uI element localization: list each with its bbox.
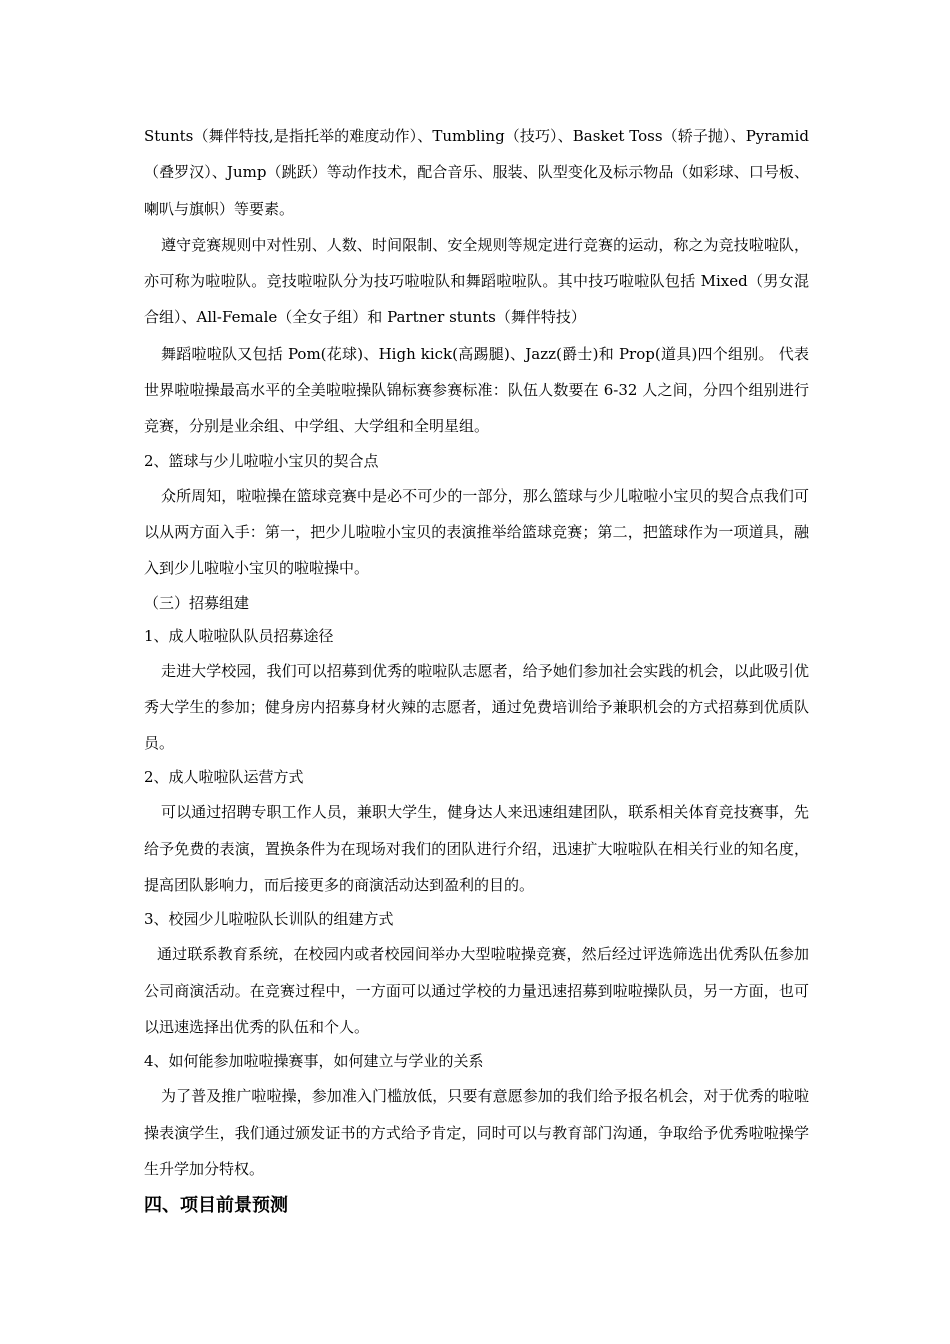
heading-basketball-fit: 2、篮球与少儿啦啦小宝贝的契合点	[144, 451, 379, 470]
section-heading-prospects: 四、项目前景预测	[144, 1195, 288, 1217]
heading-adult-recruitment: 1、成人啦啦队队员招募途径	[144, 626, 334, 645]
heading-adult-operation: 2、成人啦啦队运营方式	[144, 768, 304, 787]
paragraph-cheerleading-elements: Stunts（舞伴特技,是指托举的难度动作）、Tumbling（技巧）、Basket Toss（轿子抛）、Pyramid（叠罗汉）、Jump（跳跃）等动作技术，配合音乐、服装、队型变化及标示物品（如彩球、口号板、喇叭与旗帜）等要素。	[144, 127, 809, 218]
heading-recruitment: （三）招募组建	[144, 593, 250, 612]
paragraph-dance-cheerleading: 舞蹈啦啦队又包括 Pom(花球)、High kick(高踢腿)、Jazz(爵士)和 Prop(道具)四个组别。 代表世界啦啦操最高水平的全美啦啦操队锦标赛参赛标准：队伍人数要在 6-32 人之间，分四个组别进行竞赛，分别是业余组、中学组、大学组和全明星组。	[144, 344, 809, 436]
paragraph-competitive-cheerleading: 遵守竞赛规则中对性别、人数、时间限制、安全规则等规定进行竞赛的运动，称之为竞技啦啦队，亦可称为啦啦队。竞技啦啦队分为技巧啦啦队和舞蹈啦啦队。其中技巧啦啦队包括 Mixed（男女混合组）、All-Female（全女子组）和 Partner stunts（舞伴特技）	[144, 235, 809, 327]
heading-school-team: 3、校园少儿啦啦队长训队的组建方式	[144, 910, 394, 929]
paragraph-adult-recruitment: 走进大学校园，我们可以招募到优秀的啦啦队志愿者，给予她们参加社会实践的机会，以此吸引优秀大学生的参加；健身房内招募身材火辣的志愿者，通过免费培训给予兼职机会的方式招募到优质队员。	[144, 661, 809, 753]
paragraph-adult-operation: 可以通过招聘专职工作人员，兼职大学生，健身达人来迅速组建团队，联系相关体育竞技赛事，先给予免费的表演，置换条件为在现场对我们的团队进行介绍，迅速扩大啦啦队在相关行业的知名度，提高团队影响力，而后接更多的商演活动达到盈利的目的。	[144, 803, 809, 895]
paragraph-school-team: 通过联系教育系统，在校园内或者校园间举办大型啦啦操竞赛，然后经过评选筛选出优秀队伍参加公司商演活动。在竞赛过程中，一方面可以通过学校的力量迅速招募到啦啦操队员，另一方面，也可以迅速选择出优秀的队伍和个人。	[144, 945, 809, 1036]
heading-competition-participation: 4、如何能参加啦啦操赛事，如何建立与学业的关系	[144, 1052, 484, 1071]
document-body	[144, 118, 809, 1223]
paragraph-competition-participation: 为了普及推广啦啦操，参加准入门槛放低，只要有意愿参加的我们给予报名机会，对于优秀的啦啦操表演学生，我们通过颁发证书的方式给予肯定，同时可以与教育部门沟通，争取给予优秀啦啦操学生升学加分特权。	[144, 1087, 809, 1178]
paragraph-basketball-fit: 众所周知，啦啦操在篮球竞赛中是必不可少的一部分，那么篮球与少儿啦啦小宝贝的契合点我们可以从两方面入手：第一，把少儿啦啦小宝贝的表演推举给篮球竞赛；第二，把篮球作为一项道具，融入到少儿啦啦小宝贝的啦啦操中。	[144, 486, 809, 578]
